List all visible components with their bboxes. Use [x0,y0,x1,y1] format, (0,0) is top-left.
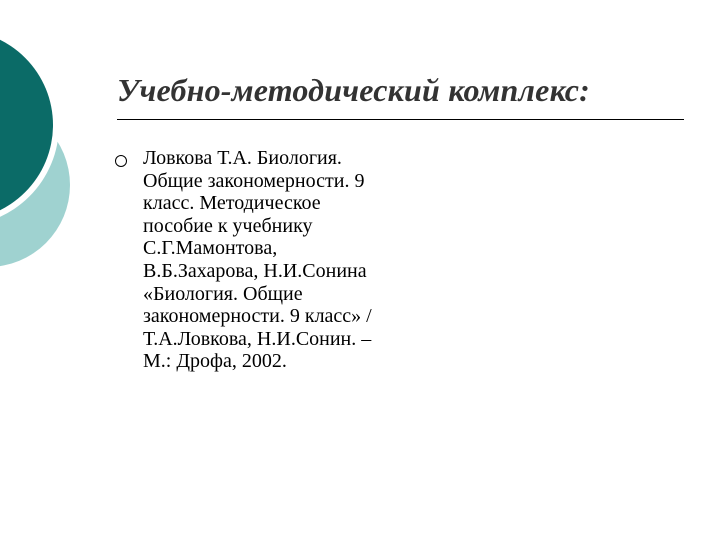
hollow-circle-icon [114,154,128,168]
list-item [114,147,414,373]
list-item-text: Ловкова Т.А. Биология. Общие закономерности. 9 класс. Методическое пособие к учебнику С.Г.Мамонтова, В.Б.Захарова, Н.И.Сонина «Биология. Общие закономерности. 9 класс» / Т.А.Ловкова, Н.И.Сонин. – М.: Дрофа, 2002. [143,147,372,373]
slide-title: Учебно-методический комплекс: [117,72,591,108]
slide-content [114,147,414,373]
decorative-circles [0,0,110,300]
title-divider [117,119,684,120]
